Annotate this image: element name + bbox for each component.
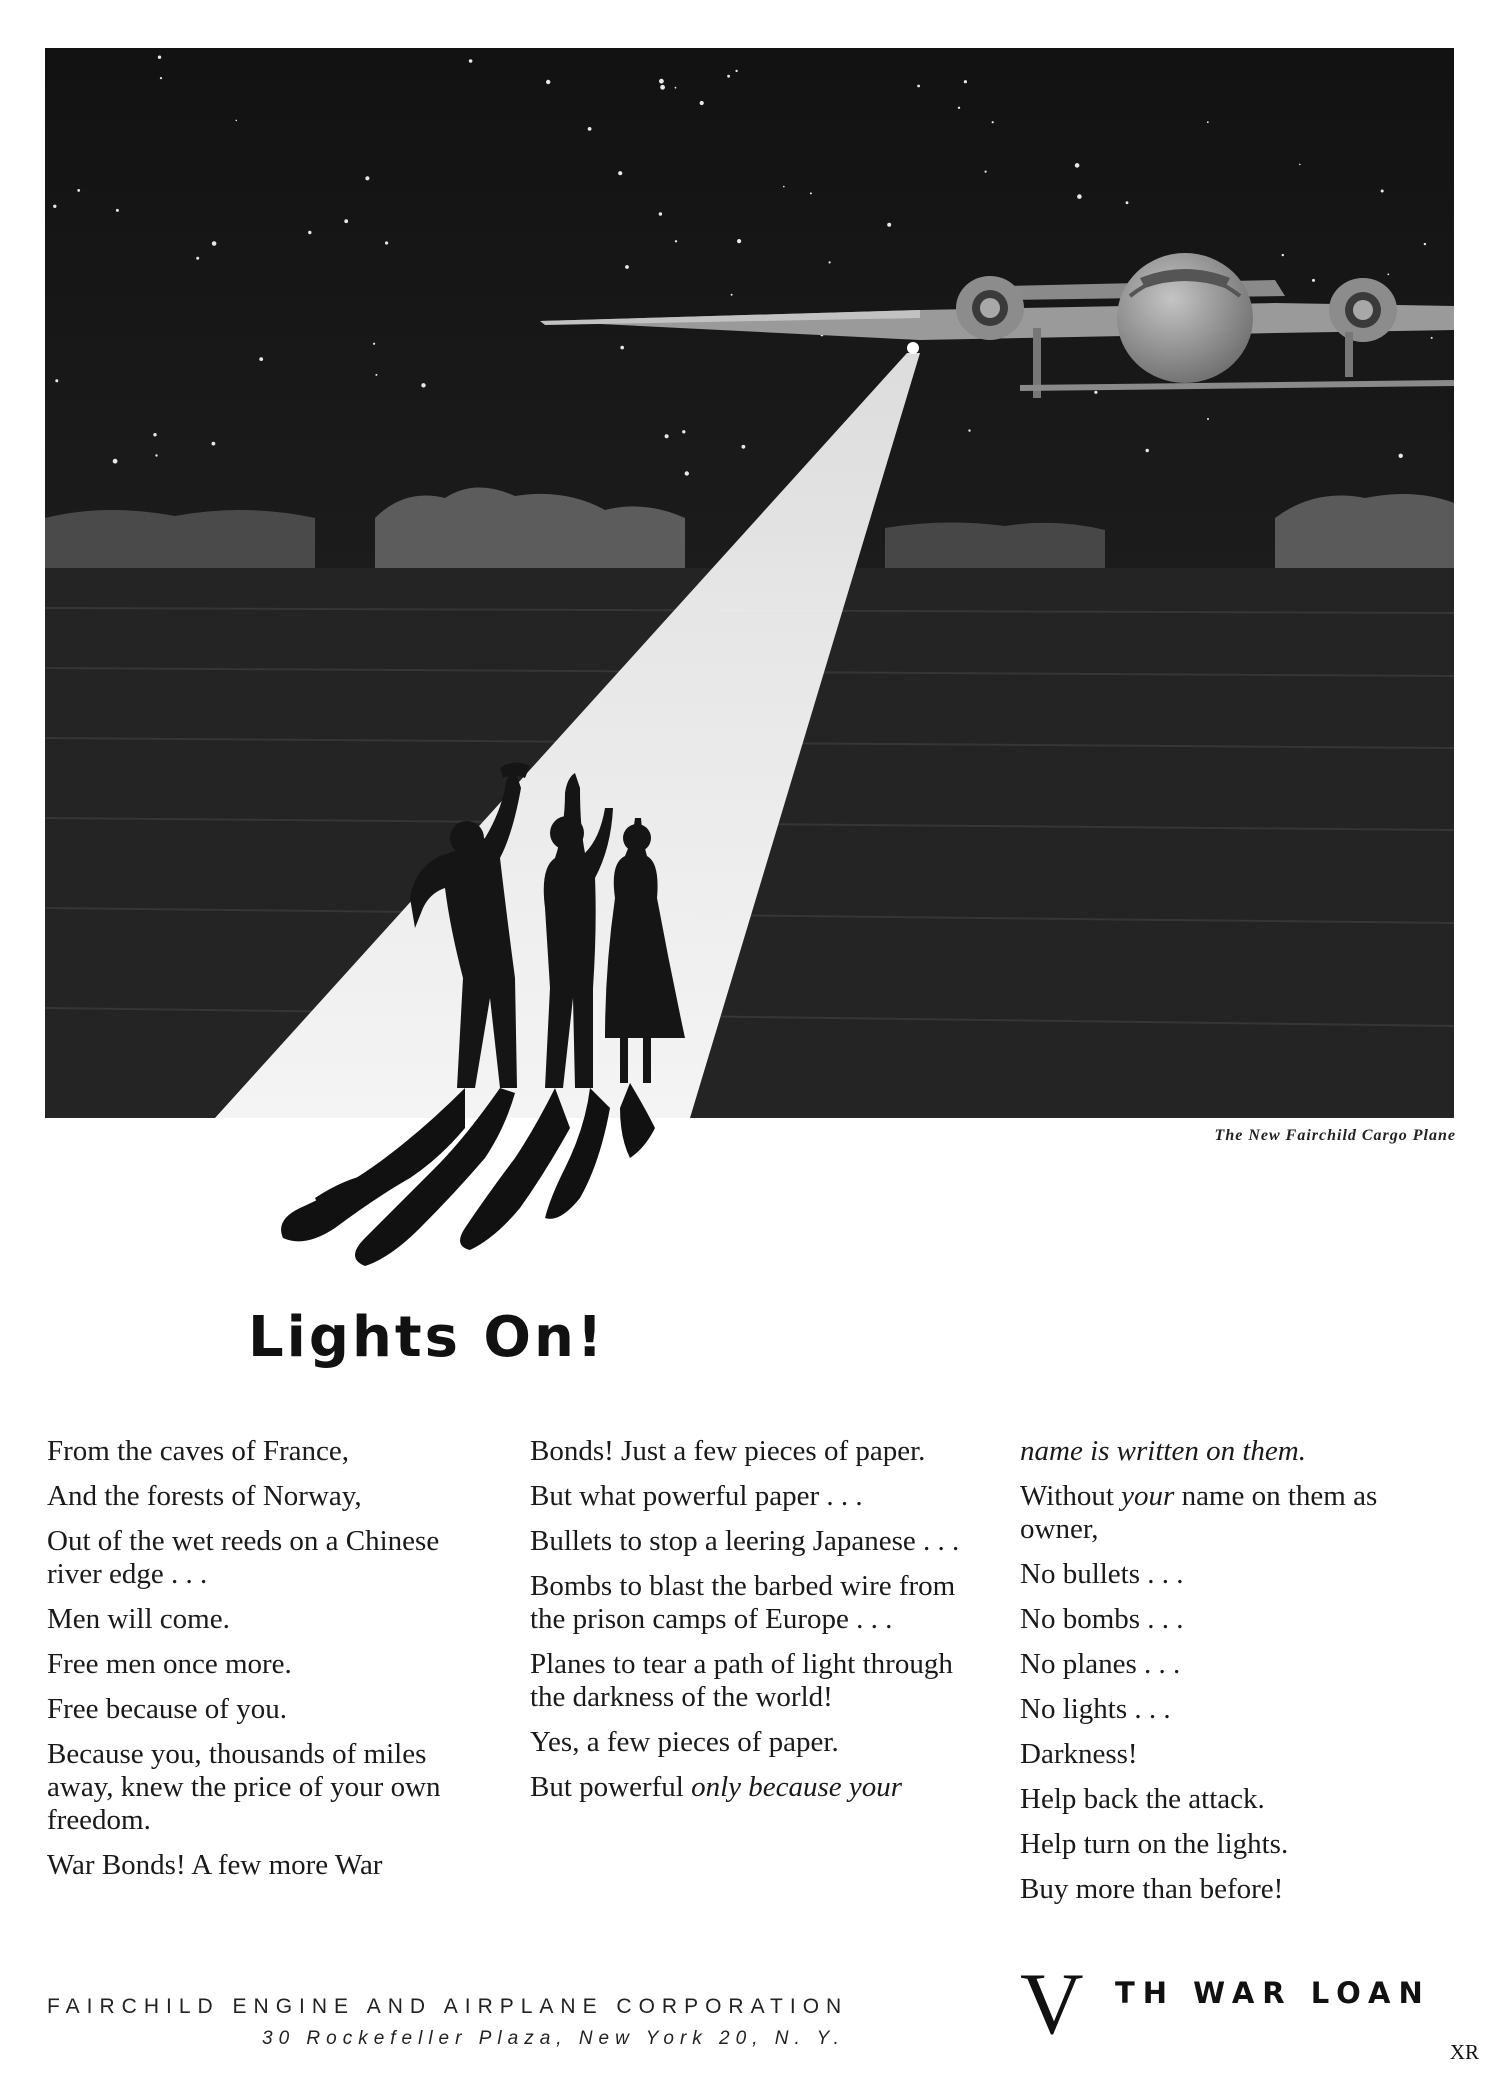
star	[373, 343, 375, 345]
star	[992, 121, 994, 123]
corner-mark: XR	[1449, 2040, 1479, 2064]
column2-line: Bombs to blast the barbed wire from the prison camps of Europe . . .	[530, 1570, 956, 1635]
column1-line: Because you, thousands of miles away, knew the price of your own freedom.	[47, 1738, 441, 1836]
star	[1282, 254, 1284, 256]
star	[375, 374, 377, 376]
star	[887, 223, 891, 227]
star	[829, 261, 831, 263]
star	[675, 240, 677, 242]
star	[625, 265, 629, 269]
star	[1207, 121, 1209, 123]
star	[53, 205, 56, 208]
star	[153, 433, 156, 436]
star	[1381, 190, 1384, 193]
star	[985, 171, 987, 173]
star	[1424, 243, 1426, 245]
column2-last-line	[530, 1771, 990, 1804]
star	[958, 107, 960, 109]
column3-line: No bullets . . .	[1020, 1558, 1184, 1590]
star	[1312, 279, 1315, 282]
column2-line: Planes to tear a path of light through the darkness of the world!	[530, 1648, 953, 1713]
column3-first-line: name is written on them.	[1020, 1435, 1306, 1467]
star	[742, 445, 746, 449]
star	[682, 430, 685, 433]
column3-line: No planes . . .	[1020, 1648, 1181, 1680]
image-caption: The New Fairchild Cargo Plane	[1214, 1127, 1456, 1144]
star	[659, 79, 664, 84]
loan-numeral: V	[1020, 1956, 1084, 2053]
star	[1126, 201, 1129, 204]
star	[1094, 391, 1097, 394]
star	[344, 219, 348, 223]
column1-line: Men will come.	[47, 1603, 230, 1635]
star	[964, 80, 967, 83]
star	[1431, 337, 1433, 339]
body-column-1	[47, 1435, 497, 1894]
column2-line: But what powerful paper . . .	[530, 1480, 863, 1512]
column3-line: Help turn on the lights.	[1020, 1828, 1289, 1860]
star	[700, 101, 704, 105]
column1-line: Free because of you.	[47, 1693, 287, 1725]
column3-line: Help back the attack.	[1020, 1783, 1265, 1815]
star	[1075, 163, 1080, 168]
illustration-svg	[45, 48, 1454, 1270]
owner-post: name on them as owner,	[1020, 1480, 1378, 1545]
star	[421, 383, 425, 387]
star	[546, 80, 550, 84]
star	[116, 209, 119, 212]
column2-line: Bonds! Just a few pieces of paper.	[530, 1435, 926, 1467]
column1-line: Out of the wet reeds on a Chinese river edge . . .	[47, 1525, 440, 1590]
star	[196, 257, 199, 260]
corporation-address: 30 Rockefeller Plaza, New York 20, N. Y.	[262, 2028, 845, 2049]
star	[77, 189, 80, 192]
star	[212, 442, 216, 446]
body-column-3	[1020, 1435, 1460, 1918]
star	[1399, 454, 1403, 458]
star	[727, 75, 730, 78]
star	[735, 70, 737, 72]
column3-line: No bombs . . .	[1020, 1603, 1184, 1635]
star	[675, 87, 677, 89]
star	[660, 85, 665, 90]
star	[1387, 274, 1389, 276]
star	[783, 186, 785, 188]
star	[737, 239, 741, 243]
star	[917, 85, 920, 88]
column1-line: War Bonds! A few more War	[47, 1849, 383, 1881]
body-column-2	[530, 1435, 990, 1816]
star	[665, 434, 669, 438]
star	[731, 294, 733, 296]
star	[55, 379, 58, 382]
star	[155, 454, 157, 456]
star	[588, 127, 592, 131]
star	[620, 346, 624, 350]
column3-line: Buy more than before!	[1020, 1873, 1284, 1905]
column3-line: No lights . . .	[1020, 1693, 1171, 1725]
star	[1207, 418, 1209, 420]
star	[968, 429, 970, 431]
star	[113, 459, 118, 464]
column2-line: Yes, a few pieces of paper.	[530, 1726, 839, 1758]
last-line-italic: only because your	[691, 1771, 903, 1803]
star	[259, 357, 263, 361]
column1-line: Free men once more.	[47, 1648, 292, 1680]
star	[236, 120, 238, 122]
star	[810, 192, 812, 194]
star	[1299, 164, 1301, 166]
corporation-name: FAIRCHILD ENGINE AND AIRPLANE CORPORATION	[47, 1995, 849, 2018]
star	[685, 471, 689, 475]
column2-line: Bullets to stop a leering Japanese . . .	[530, 1525, 960, 1557]
star	[212, 241, 217, 246]
star	[659, 212, 662, 215]
last-line-start: But powerful	[530, 1771, 692, 1803]
star	[469, 59, 473, 63]
star	[1146, 449, 1149, 452]
star	[308, 231, 311, 234]
headline: Lights On!	[248, 1305, 606, 1370]
column3-owner-line	[1020, 1480, 1460, 1546]
star	[618, 171, 622, 175]
owner-pre: Without	[1020, 1480, 1122, 1512]
star	[365, 176, 369, 180]
loan-text: TH WAR LOAN	[1115, 1976, 1431, 2010]
star	[1077, 194, 1082, 199]
column1-line: From the caves of France,	[47, 1435, 349, 1467]
column3-line: Darkness!	[1020, 1738, 1138, 1770]
star	[158, 56, 161, 59]
column1-line: And the forests of Norway,	[47, 1480, 362, 1512]
night-cargo-plane-illustration	[45, 48, 1454, 1270]
star	[385, 241, 388, 244]
owner-italic: your	[1121, 1480, 1175, 1512]
star	[160, 77, 162, 79]
